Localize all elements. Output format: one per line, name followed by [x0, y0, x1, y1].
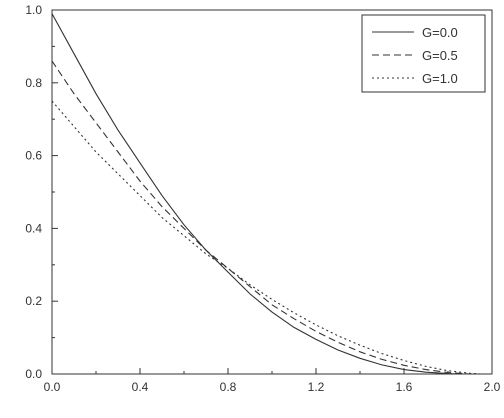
legend-label: G=0.0: [422, 25, 458, 40]
series-line-3: [52, 101, 481, 374]
legend: [362, 15, 485, 92]
y-tick-label: 0.4: [25, 221, 42, 236]
legend-label: G=1.0: [422, 71, 458, 86]
x-tick-label: 1.6: [395, 380, 413, 394]
x-tick-label: 0.8: [219, 380, 237, 394]
x-tick-label: 1.2: [307, 380, 325, 394]
y-tick-label: 0.2: [25, 294, 42, 309]
x-tick-label: 0.0: [43, 380, 61, 394]
y-tick-label: 0.0: [25, 367, 42, 381]
y-tick-label: 1.0: [25, 3, 42, 17]
legend-label: G=0.5: [422, 48, 458, 63]
x-tick-label: 2.0: [483, 380, 501, 394]
x-tick-label: 0.4: [131, 380, 149, 394]
series-line-2: [52, 61, 470, 374]
y-tick-label: 0.6: [25, 148, 42, 163]
y-tick-label: 0.8: [25, 75, 42, 90]
